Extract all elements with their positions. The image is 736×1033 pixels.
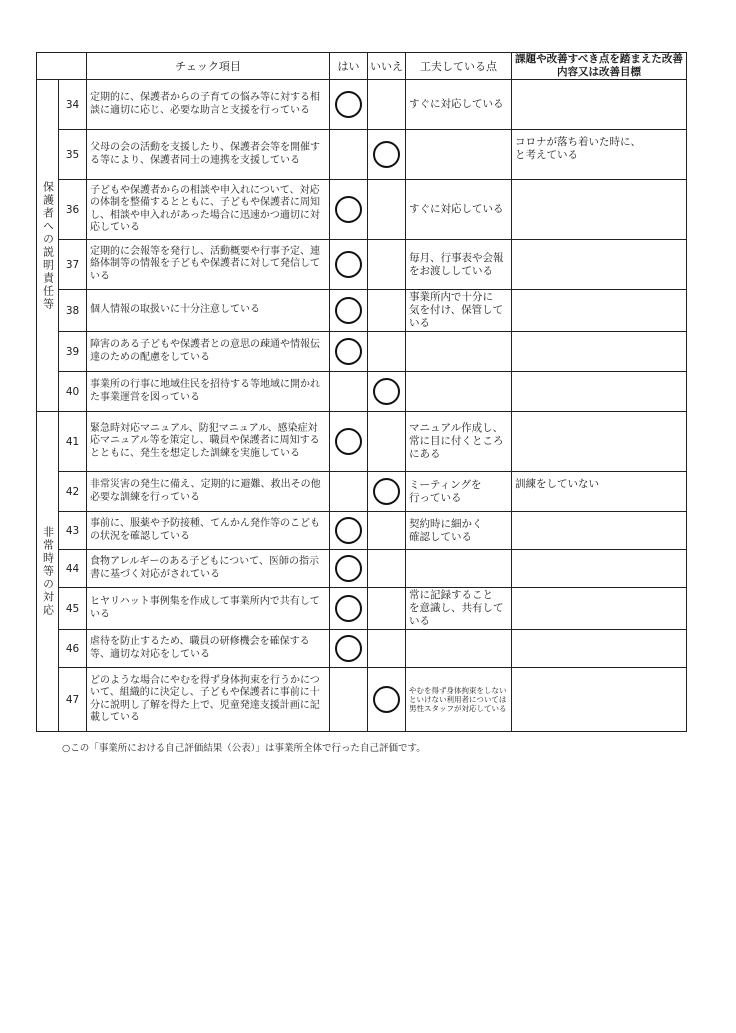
yes-cell: [330, 130, 368, 180]
check-item-text: 個人情報の取扱いに十分注意している: [87, 290, 330, 332]
effort-note: すぐに対応している: [406, 80, 512, 130]
header-check-item: チェック項目: [87, 53, 330, 80]
circle-mark-icon: [373, 378, 400, 405]
table-row: [37, 240, 687, 290]
no-cell: [368, 630, 406, 668]
circle-mark-icon: [373, 141, 400, 168]
no-cell: [368, 588, 406, 630]
table-row: [37, 630, 687, 668]
improvement-note: [512, 80, 687, 130]
no-cell: [368, 472, 406, 512]
check-item-text: 子どもや保護者からの相談や申入れについて、対応の体制を整備するとともに、子どもや保護者に周知し、相談や申入れがあった場合に迅速かつ適切に対応している: [87, 180, 330, 240]
circle-mark-icon: [335, 517, 362, 544]
improvement-note: [512, 290, 687, 332]
header-effort: 工夫している点: [406, 53, 512, 80]
circle-mark-icon: [335, 338, 362, 365]
effort-note: [406, 372, 512, 412]
yes-cell: [330, 332, 368, 372]
improvement-note: [512, 512, 687, 550]
yes-cell: [330, 412, 368, 472]
improvement-note: [512, 668, 687, 732]
no-cell: [368, 668, 406, 732]
footnote: ○この「事業所における自己評価結果（公表）」は事業所全体で行った自己評価です。: [62, 743, 426, 754]
check-item-text: 定期的に、保護者からの子育ての悩み等に対する相談に適切に応じ、必要な助言と支援を行っている: [87, 80, 330, 130]
check-item-text: 事業所の行事に地域住民を招待する等地域に開かれた事業運営を図っている: [87, 372, 330, 412]
category-label: 非常時等の対応: [37, 412, 59, 732]
improvement-note: コロナが落ち着いた時に、 と考えている: [512, 130, 687, 180]
effort-note: [406, 550, 512, 588]
item-number: 43: [59, 512, 87, 550]
circle-mark-icon: [373, 478, 400, 505]
improvement-note: [512, 180, 687, 240]
improvement-note: [512, 372, 687, 412]
table-body: [37, 80, 687, 732]
check-item-text: 事前に、服薬や予防接種、てんかん発作等のこどもの状況を確認している: [87, 512, 330, 550]
circle-mark-icon: [335, 595, 362, 622]
item-number: 35: [59, 130, 87, 180]
table-row: [37, 80, 687, 130]
effort-note: マニュアル作成し、 常に目に付くところ にある: [406, 412, 512, 472]
item-number: 41: [59, 412, 87, 472]
yes-cell: [330, 512, 368, 550]
no-cell: [368, 332, 406, 372]
no-cell: [368, 550, 406, 588]
no-cell: [368, 290, 406, 332]
effort-note: 毎月、行事表や会報 をお渡ししている: [406, 240, 512, 290]
yes-cell: [330, 80, 368, 130]
circle-mark-icon: [335, 91, 362, 118]
evaluation-sheet: [36, 52, 686, 732]
no-cell: [368, 240, 406, 290]
check-item-text: 食物アレルギーのある子どもについて、医師の指示書に基づく対応がされている: [87, 550, 330, 588]
effort-note: やむを得ず身体拘束をしない といけない利用者については 男性スタッフが対応している: [406, 668, 512, 732]
item-number: 47: [59, 668, 87, 732]
yes-cell: [330, 588, 368, 630]
item-number: 39: [59, 332, 87, 372]
no-cell: [368, 130, 406, 180]
item-number: 44: [59, 550, 87, 588]
check-item-text: 定期的に会報等を発行し、活動概要や行事予定、連絡体制等の情報を子どもや保護者に対して発信している: [87, 240, 330, 290]
table-row: [37, 290, 687, 332]
improvement-note: [512, 588, 687, 630]
improvement-note: [512, 412, 687, 472]
category-label: 保護者への説明責任等: [37, 80, 59, 412]
item-number: 40: [59, 372, 87, 412]
effort-note: すぐに対応している: [406, 180, 512, 240]
improvement-note: [512, 630, 687, 668]
check-item-text: 虐待を防止するため、職員の研修機会を確保する等、適切な対応をしている: [87, 630, 330, 668]
table-row: [37, 512, 687, 550]
circle-mark-icon: [335, 196, 362, 223]
effort-note: 常に記録すること を意識し、共有している: [406, 588, 512, 630]
effort-note: ミーティングを 行っている: [406, 472, 512, 512]
check-item-text: 非常災害の発生に備え、定期的に避難、救出その他必要な訓練を行っている: [87, 472, 330, 512]
header-yes: はい: [330, 53, 368, 80]
yes-cell: [330, 630, 368, 668]
effort-note: [406, 332, 512, 372]
check-item-text: 障害のある子どもや保護者との意思の疎通や情報伝達のための配慮をしている: [87, 332, 330, 372]
table-row: [37, 472, 687, 512]
yes-cell: [330, 550, 368, 588]
table-row: [37, 372, 687, 412]
item-number: 46: [59, 630, 87, 668]
yes-cell: [330, 372, 368, 412]
check-item-text: 緊急時対応マニュアル、防犯マニュアル、感染症対応マニュアル等を策定し、職員や保護者に周知するとともに、発生を想定した訓練を実施している: [87, 412, 330, 472]
item-number: 38: [59, 290, 87, 332]
improvement-note: [512, 240, 687, 290]
yes-cell: [330, 290, 368, 332]
circle-mark-icon: [373, 686, 400, 713]
self-evaluation-table: [36, 52, 687, 732]
no-cell: [368, 412, 406, 472]
table-row: [37, 332, 687, 372]
item-number: 42: [59, 472, 87, 512]
effort-note: [406, 630, 512, 668]
circle-mark-icon: [335, 635, 362, 662]
table-row: [37, 130, 687, 180]
improvement-note: [512, 550, 687, 588]
yes-cell: [330, 180, 368, 240]
improvement-note: [512, 332, 687, 372]
circle-mark-icon: [335, 297, 362, 324]
table-row: [37, 180, 687, 240]
no-cell: [368, 80, 406, 130]
table-row: [37, 668, 687, 732]
effort-note: 事業所内で十分に 気を付け、保管している: [406, 290, 512, 332]
no-cell: [368, 512, 406, 550]
header-blank: [37, 53, 87, 80]
yes-cell: [330, 240, 368, 290]
table-row: [37, 588, 687, 630]
yes-cell: [330, 668, 368, 732]
item-number: 36: [59, 180, 87, 240]
no-cell: [368, 180, 406, 240]
item-number: 45: [59, 588, 87, 630]
check-item-text: ヒヤリハット事例集を作成して事業所内で共有している: [87, 588, 330, 630]
circle-mark-icon: [335, 251, 362, 278]
header-no: いいえ: [368, 53, 406, 80]
item-number: 34: [59, 80, 87, 130]
effort-note: 契約時に細かく 確認している: [406, 512, 512, 550]
circle-mark-icon: [335, 428, 362, 455]
no-cell: [368, 372, 406, 412]
header-improvement: 課題や改善すべき点を踏まえた改善内容又は改善目標: [512, 53, 687, 80]
table-row: [37, 550, 687, 588]
check-item-text: 父母の会の活動を支援したり、保護者会等を開催する等により、保護者同士の連携を支援している: [87, 130, 330, 180]
circle-mark-icon: [335, 555, 362, 582]
improvement-note: 訓練をしていない: [512, 472, 687, 512]
check-item-text: どのような場合にやむを得ず身体拘束を行うかについて、組織的に決定し、子どもや保護者に事前に十分に説明し了解を得た上で、児童発達支援計画に記載している: [87, 668, 330, 732]
effort-note: [406, 130, 512, 180]
yes-cell: [330, 472, 368, 512]
table-header: [37, 53, 687, 80]
item-number: 37: [59, 240, 87, 290]
table-row: [37, 412, 687, 472]
